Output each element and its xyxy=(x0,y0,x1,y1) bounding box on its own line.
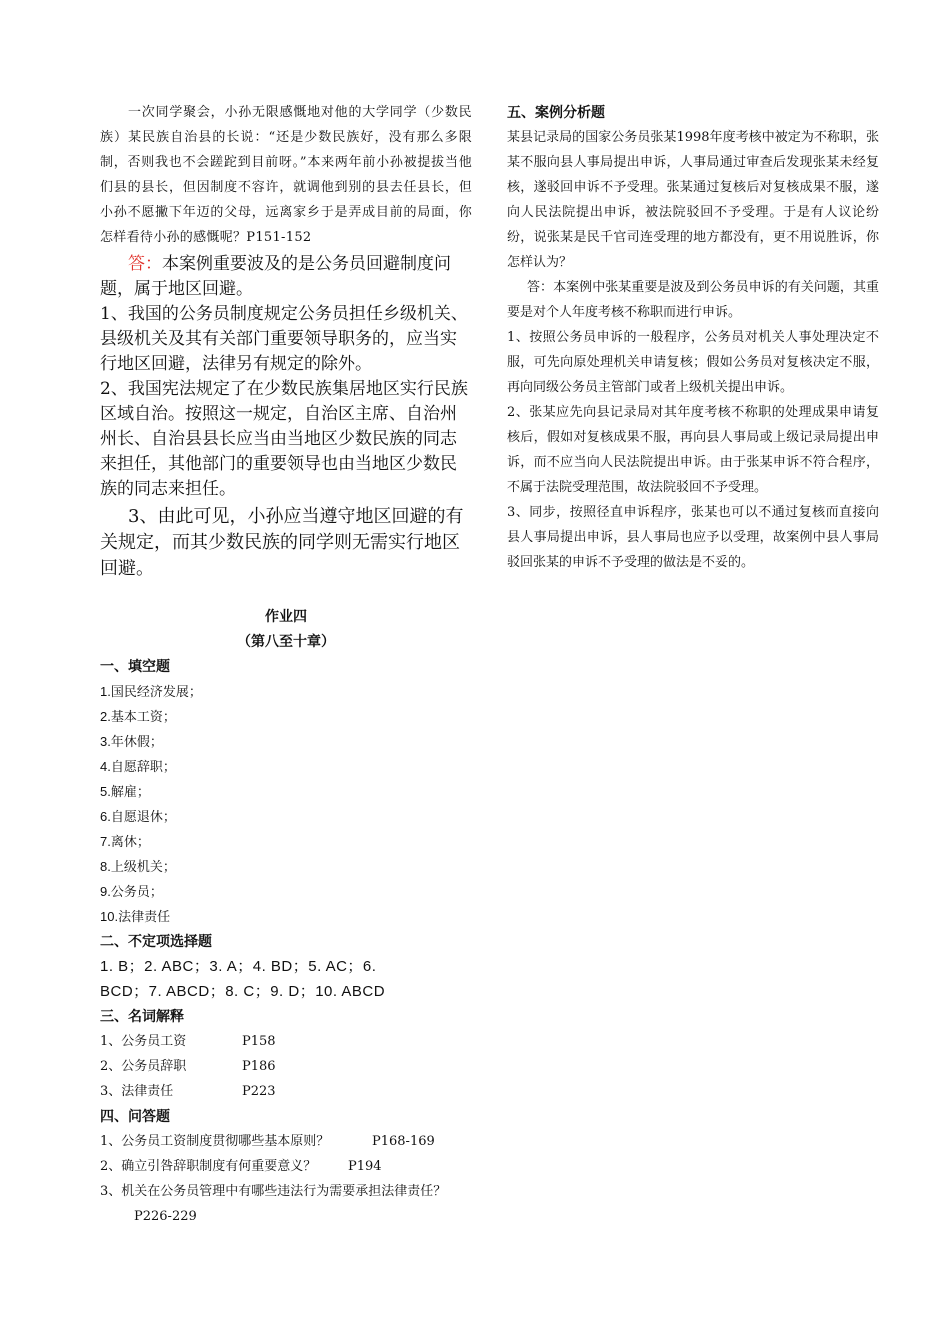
choice-answers-line-1: 1. B；2. ABC；3. A；4. BD；5. AC；6. xyxy=(100,958,377,975)
qa-question: 1、公务员工资制度贯彻哪些基本原则？ xyxy=(100,1134,330,1149)
section-qa-title: 四、问答题 xyxy=(100,1108,170,1124)
point-2: 2、我国宪法规定了在少数民族集居地区实行民族区域自治。按照这一规定，自治区主席、自治州州长、自治县县长应当由当地区少数民族的同志来担任，其他部门的重要领导也由当地区少数民族的同志来担任。 xyxy=(100,379,468,499)
right-column xyxy=(507,100,879,575)
case-point-3: 3、同步，按照径直申诉程序，张某也可以不通过复核而直接向县人事局提出申诉，县人事局也应予以受理，故案例中县人事局驳回张某的申诉不予受理的做法是不妥的。 xyxy=(507,505,879,570)
answer-text: 本案例重要波及的是公务员回避制度问题，属于地区回避。 xyxy=(100,254,451,299)
case-answer: 答：本案例中张某重要是波及到公务员申诉的有关问题，其重要是对个人年度考核不称职而进行申诉。 xyxy=(507,280,879,320)
term-page: P186 xyxy=(242,1059,276,1074)
fill-item: 10.法律责任 xyxy=(100,909,171,924)
qa-row xyxy=(100,1154,472,1179)
terms-list xyxy=(100,1029,472,1104)
left-column xyxy=(100,100,472,1229)
fill-item: 3.年休假； xyxy=(100,734,163,749)
homework-subtitle: （第八至十章） xyxy=(237,633,335,649)
answer-paragraph xyxy=(100,252,472,302)
term-row xyxy=(100,1079,472,1104)
choice-answers-line-2: BCD；7. ABCD；8. C；9. D；10. ABCD xyxy=(100,983,386,1000)
section-terms-title: 三、名词解释 xyxy=(100,1008,184,1024)
qa-question: 2、确立引咎辞职制度有何重要意义？ xyxy=(100,1159,317,1174)
case-point-1: 1、按照公务员申诉的一般程序，公务员对机关人事处理决定不服，可先向原处理机关申请复核；假如公务员对复核决定不服，再向同级公务员主管部门或者上级机关提出申诉。 xyxy=(507,330,879,395)
case-question-text: 一次同学聚会，小孙无限感慨地对他的大学同学（少数民族）某民族自治县的长说：“还是少数民族好，没有那么多限制，否则我也不会蹉跎到目前呀。”本来两年前小孙被提拔当他们县的县长，但因制度不容许，就调他到别的县去任县长，但小孙不愿撇下年迈的父母，远离家乡于是弄成目前的局面，你怎样看待小孙的感慨呢？P151-152 xyxy=(100,105,472,245)
qa-page: P194 xyxy=(348,1159,382,1174)
fill-item: 9.公务员； xyxy=(100,884,163,899)
point-1: 1、我国的公务员制度规定公务员担任乡级机关、县级机关及其有关部门重要领导职务的，应当实行地区回避，法律另有规定的除外。 xyxy=(100,304,468,374)
fill-item: 7.离休； xyxy=(100,834,150,849)
fill-item: 6.自愿退休； xyxy=(100,809,176,824)
fill-item: 8.上级机关； xyxy=(100,859,176,874)
fill-item: 4.自愿辞职； xyxy=(100,759,176,774)
qa-row xyxy=(100,1129,472,1154)
term-page: P223 xyxy=(242,1084,276,1099)
qa-list xyxy=(100,1129,472,1229)
qa-question: 3、机关在公务员管理中有哪些违法行为需要承担法律责任？ xyxy=(100,1184,447,1199)
qa-page: P226-229 xyxy=(134,1209,197,1224)
case-point-2: 2、张某应先向县记录局对其年度考核不称职的处理成果申请复核后，假如对复核成果不服，再向县人事局或上级记录局提出申诉，而不应当向人民法院提出申诉。由于张某申诉不符合程序，不属于法院受理范围，故法院驳回不予受理。 xyxy=(507,405,879,495)
fill-list xyxy=(100,679,472,929)
answer-label: 答： xyxy=(128,254,162,274)
homework-title: 作业四 xyxy=(265,608,307,624)
term-row xyxy=(100,1054,472,1079)
section-fill-title: 一、填空题 xyxy=(100,658,170,674)
term-name: 3、法律责任 xyxy=(100,1084,174,1099)
term-row xyxy=(100,1029,472,1054)
term-name: 1、公务员工资 xyxy=(100,1034,187,1049)
fill-item: 1.国民经济发展； xyxy=(100,684,202,699)
case-text: 某县记录局的国家公务员张某1998年度考核中被定为不称职，张某不服向县人事局提出申诉，人事局通过审查后发现张某未经复核，遂驳回申诉不予受理。张某通过复核后对复核成果不服，遂向人民法院提出申诉，被法院驳回不予受理。于是有人议论纷纷，说张某是民千官司连受理的地方都没有，更不用说胜诉，你怎样认为？ xyxy=(507,130,879,270)
qa-page: P168-169 xyxy=(372,1134,435,1149)
section-choice-title: 二、不定项选择题 xyxy=(100,933,212,949)
term-name: 2、公务员辞职 xyxy=(100,1059,187,1074)
point-3: 3、由此可见，小孙应当遵守地区回避的有关规定，而其少数民族的同学则无需实行地区回避。 xyxy=(100,506,464,579)
term-page: P158 xyxy=(242,1034,276,1049)
fill-item: 2.基本工资； xyxy=(100,709,176,724)
fill-item: 5.解雇； xyxy=(100,784,150,799)
section-case-title: 五、案例分析题 xyxy=(507,104,605,120)
